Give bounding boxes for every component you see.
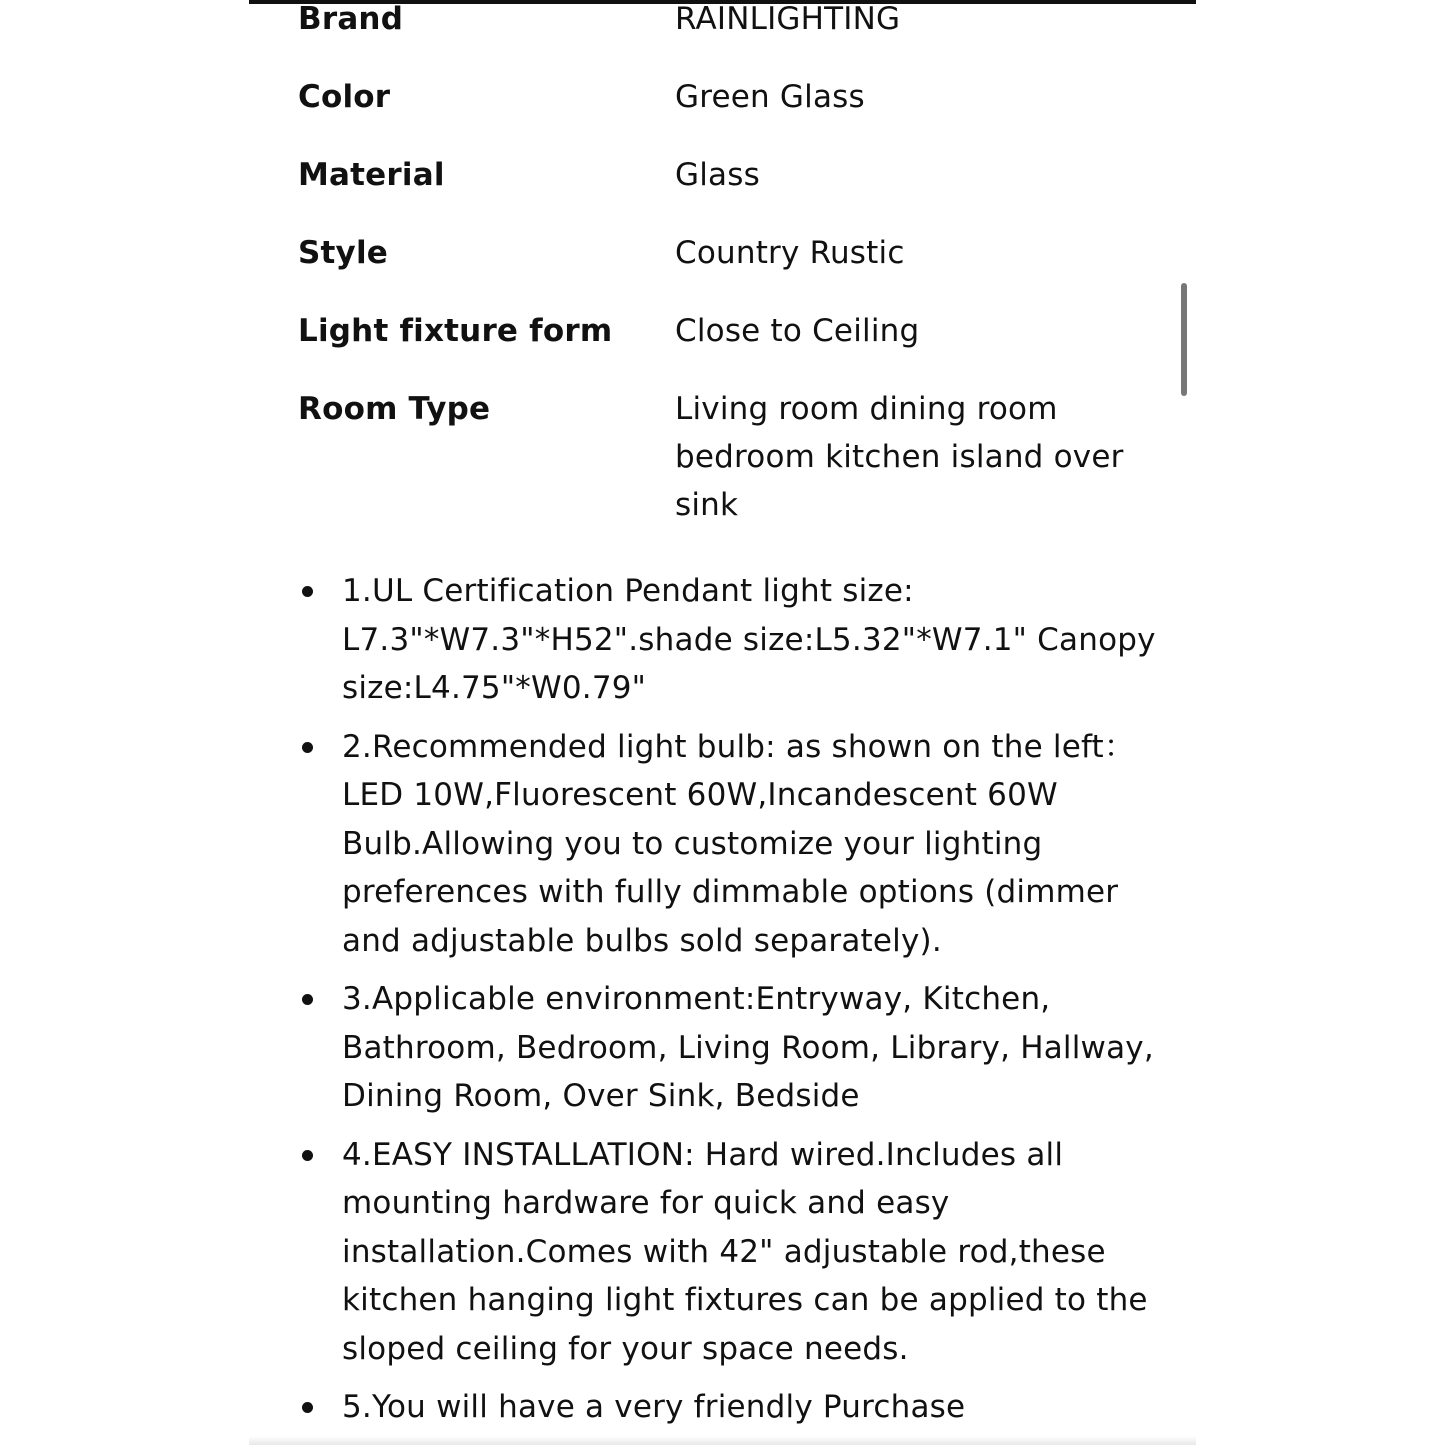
bullet-text: 2.Recommended light bulb: as shown on the left： LED 10W,Fluorescent 60W,Incandescent 60W Bulb.Allowing you to customize your lighting preferences with fully dimmable options (dimmer and adjustable bulbs sold separately). (342, 728, 1136, 959)
spec-row-material (298, 151, 1168, 229)
spec-value: Glass (675, 157, 760, 193)
spec-row-color (298, 73, 1168, 151)
bullet-dot-icon (302, 1150, 313, 1161)
spec-label: Color (298, 79, 391, 115)
spec-label: Room Type (298, 391, 491, 427)
spec-row-room-type (298, 385, 1168, 535)
list-item (298, 723, 1168, 966)
list-item (298, 1383, 1168, 1432)
bullet-dot-icon (302, 994, 313, 1005)
bullet-dot-icon (302, 742, 313, 753)
scrollbar-thumb[interactable] (1181, 283, 1187, 396)
spec-value: RAINLIGHTING (675, 1, 901, 37)
spec-label: Style (298, 235, 389, 271)
list-item (298, 567, 1168, 713)
spec-value: Green Glass (675, 79, 865, 115)
spec-value: Close to Ceiling (675, 313, 920, 349)
spec-row-style (298, 229, 1168, 307)
bullet-text: 4.EASY INSTALLATION: Hard wired.Includes all mounting hardware for quick and easy installation.Comes with 42" adjustable rod,these kitchen hanging light fixtures can be applied to the sloped ceiling for your space needs. (342, 1136, 1148, 1367)
spec-label: Brand (298, 1, 404, 37)
list-item (298, 975, 1168, 1121)
bottom-edge (249, 1436, 1196, 1445)
spec-value: Living room dining room bedroom kitchen island over sink (675, 391, 1124, 523)
bullet-text: 5.You will have a very friendly Purchase (342, 1389, 966, 1425)
spec-value: Country Rustic (675, 235, 905, 271)
spec-row-brand (298, 0, 1168, 73)
about-this-item-list (298, 567, 1168, 1442)
spec-label: Light fixture form (298, 313, 613, 349)
bullet-dot-icon (302, 586, 313, 597)
spec-row-light-fixture-form (298, 307, 1168, 385)
bullet-dot-icon (302, 1402, 313, 1413)
spec-label: Material (298, 157, 445, 193)
bullet-text: 1.UL Certification Pendant light size: L7.3"*W7.3"*H52".shade size:L5.32"*W7.1" Canopy size:L4.75"*W0.79" (342, 573, 1156, 706)
list-item (298, 1131, 1168, 1374)
bullet-text: 3.Applicable environment:Entryway, Kitchen, Bathroom, Bedroom, Living Room, Library, Hallway, Dining Room, Over Sink, Bedside (342, 981, 1154, 1114)
product-spec-table (298, 0, 1168, 535)
